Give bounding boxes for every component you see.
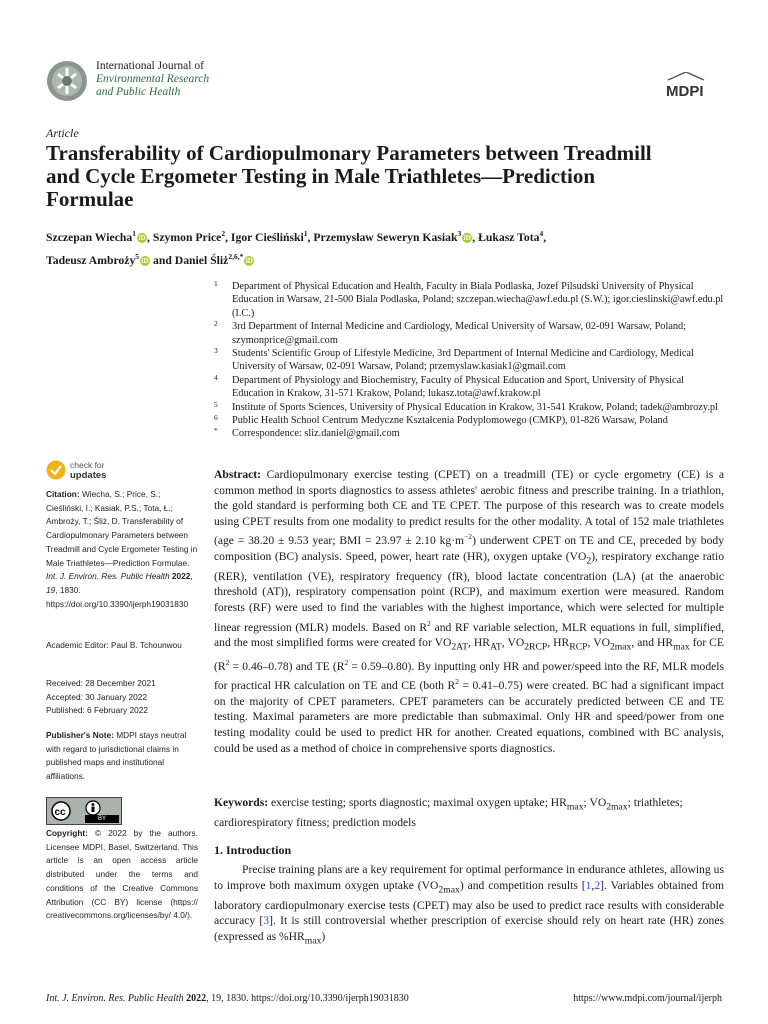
affiliation-num: *: [214, 426, 218, 436]
author: Szczepan Wiecha: [46, 230, 133, 244]
author-aff: 3: [457, 229, 462, 238]
copyright-label: Copyright:: [46, 828, 88, 838]
abstract-sup: −2: [464, 532, 473, 542]
abstract-sub: max: [673, 641, 690, 653]
citation-volume: 19: [46, 584, 56, 595]
orcid-icon[interactable]: iD: [138, 233, 146, 242]
mdpi-logo-icon[interactable]: [664, 72, 722, 102]
affiliation: [214, 280, 724, 320]
author: Daniel Śliż: [174, 253, 229, 267]
abstract-sub: 2max: [609, 641, 632, 653]
intro-text: ]. Variables obtained from laboratory cardiopulmonary exercise tests (CPET) may also be used to predict race results with considerable accuracy [: [214, 878, 724, 928]
affiliation-text: Students' Scientific Group of Lifestyle Medicine, 3rd Department of Internal Medicine and Cardiology, Medical University of Warsaw, 02-091 Warsaw, Poland; przemyslaw.kasiak1@gmail.com: [232, 348, 694, 373]
citation-link[interactable]: 2: [594, 878, 601, 892]
publisher-note-text: MDPI stays neutral with regard to jurisdictional claims in published maps and institutional affiliations.: [46, 730, 187, 782]
abstract-text: , HR: [547, 635, 570, 649]
footer-journal: Int. J. Environ. Res. Public Health: [46, 993, 184, 1004]
keywords-sub: max: [566, 801, 584, 813]
page-title: Transferability of Cardiopulmonary Parameters between Treadmill and Cycle Ergometer Testing in Male Triathletes—Prediction Formulae: [46, 141, 652, 211]
abstract-text: = 0.46–0.78) and TE (R: [229, 659, 345, 673]
abstract-text: and RF variable selection, MLR equations in full, simplified, and the most simplified forms were created for VO: [214, 620, 724, 649]
intro-text: ): [321, 929, 326, 943]
journal-line3: and Public Health: [96, 86, 181, 98]
publisher-note-label: Publisher's Note:: [46, 730, 114, 740]
published-date: Published: 6 February 2022: [46, 705, 148, 716]
received-date: Received: 28 December 2021: [46, 678, 156, 688]
intro-text: Precise training plans are a key requirement for optimal performance in endurance athletes, allowing us to improve both maximum oxygen uptake (VO: [214, 863, 724, 892]
citation-link[interactable]: 3: [263, 914, 270, 928]
intro-paragraph: [214, 862, 724, 949]
affiliation-num: 3: [214, 346, 218, 356]
section-heading: 1. Introduction: [214, 843, 292, 857]
academic-editor: Academic Editor: Paul B. Tchounwou: [46, 640, 182, 650]
footer-year: 2022: [186, 993, 207, 1004]
footer-doi[interactable]: , 19, 1830. https://doi.org/10.3390/ijerph19031830: [206, 993, 409, 1004]
cc-icon: [51, 801, 71, 821]
affiliation-text: Institute of Sports Sciences, University of Physical Education in Krakow, 31-541 Krakow, Poland; tadek@ambrozy.pl: [232, 401, 718, 413]
author-aff: 1: [132, 229, 136, 238]
intro-sub: max: [304, 935, 322, 946]
author-aff: 1: [303, 229, 308, 238]
author-list: [46, 224, 726, 270]
intro-text: ,: [591, 878, 595, 892]
keywords-text: ; VO: [583, 796, 607, 809]
intro-text: ]. It is still controversial whether prescription of exercise should rely on heart rate (HR) zones (expressed as %HR: [214, 914, 724, 943]
mdpi-logo-text: MDPI: [666, 83, 704, 100]
correspondence: [214, 427, 724, 440]
affiliations: [214, 280, 724, 441]
author: Igor Cieśliński: [230, 230, 304, 244]
keywords-sub: 2max: [606, 801, 628, 813]
abstract-text: , VO: [587, 635, 610, 649]
affiliation-text: Department of Physical Education and Health, Faculty in Biala Podlaska, Jozef Pilsudski University of Physical Education in Warsaw, 21-500 Biala Podlaska, Poland; szczepan.wiecha@awf.edu.pl (S.W.); igor.cieslinski@awf.edu.pl (I.C.): [232, 281, 724, 319]
affiliation: [214, 320, 724, 347]
author: Szymon Price: [152, 230, 222, 244]
orcid-icon[interactable]: iD: [245, 256, 253, 265]
affiliation-num: 4: [214, 372, 218, 382]
author-aff: 5: [135, 251, 140, 261]
affiliation-num: 5: [214, 399, 218, 409]
affiliation-num: 6: [214, 413, 218, 423]
article-type: Article: [46, 126, 79, 140]
abstract-sup: 2: [344, 657, 349, 667]
check-for-updates-button[interactable]: [46, 459, 126, 483]
journal-line2: Environmental Research: [96, 73, 210, 85]
abstract-text: , HR: [467, 635, 490, 649]
publisher-note: [46, 729, 198, 784]
journal-logo-icon: [46, 60, 88, 102]
attribution-icon: [85, 800, 101, 816]
affiliation: [214, 401, 724, 414]
affiliation: [214, 347, 724, 374]
affiliation-num: 2: [214, 319, 218, 329]
abstract-label: Abstract:: [214, 468, 262, 481]
abstract-text: = 0.59–0.80). By inputting only HR and power/speed into the RF, MLR models for practical HR calculation on TE and CE (both R: [214, 659, 724, 693]
affiliation-text: Public Health School Centrum Medyczne Kształcenia Podyplomowego (CMKP), 01-826 Warsaw, Poland: [232, 415, 668, 427]
journal-line1: International Journal of: [96, 60, 204, 72]
orcid-icon[interactable]: iD: [141, 256, 149, 265]
abstract-sub: AT: [489, 641, 502, 653]
citation-text: Wiecha, S.; Price, S.; Cieśliński, I.; Kasiak, P.S.; Tota, Ł.; Ambroży, T.; Śliż, D. Transferability of Cardiopulmonary Parameters between Treadmill and Cycle Ergometer Testing in Male Triathletes—Prediction Formulae.: [46, 489, 198, 568]
journal-name: [96, 60, 209, 99]
footer-citation: [46, 993, 409, 1004]
abstract-sub: 2RCP: [524, 641, 548, 653]
abstract-text: ) underwent CPET on TE and CE, preceded by body composition (BC) analysis. Speed, power, heart rate (HR), oxygen uptake (VO: [214, 534, 724, 563]
svg-text:cc: cc: [54, 807, 66, 818]
keywords-text: exercise testing; sports diagnostic; maximal oxygen uptake; HR: [271, 796, 567, 809]
abstract-sup: 2: [427, 618, 431, 628]
updates-label: updates: [70, 470, 107, 481]
author-sep: ,: [543, 230, 547, 244]
author-sep: ,: [147, 230, 153, 244]
citation-doi[interactable]: , 1830. https://doi.org/10.3390/ijerph19031830: [46, 584, 189, 609]
abstract-sub: 2AT: [451, 641, 468, 653]
cc-by-badge[interactable]: [46, 797, 122, 825]
check-updates-icon: [46, 459, 66, 481]
abstract-text: , and HR: [631, 635, 674, 649]
intro-text: ) and competition results [: [459, 878, 586, 892]
author-aff: 4: [539, 229, 544, 238]
cc-by-label: BY: [85, 815, 119, 823]
author: Przemysław Seweryn Kasiak: [313, 230, 458, 244]
author-sep: and: [150, 253, 175, 267]
author: Łukasz Tota: [478, 230, 540, 244]
author-sep: ,: [225, 230, 231, 244]
abstract-sub: RCP: [569, 641, 588, 653]
author-aff: 2: [221, 229, 226, 238]
affiliation-text: 3rd Department of Internal Medicine and Cardiology, Medical University of Warsaw, 02-091 Warsaw, Poland; szymonprice@gmail.com: [232, 321, 687, 346]
abstract-sub: 2: [586, 555, 592, 567]
footer-url[interactable]: https://www.mdpi.com/journal/ijerph: [573, 993, 722, 1004]
affiliation-num: 1: [214, 279, 218, 288]
copyright-block: [46, 827, 198, 923]
affiliation-text: Correspondence: sliz.daniel@gmail.com: [232, 428, 400, 440]
affiliation: [214, 414, 724, 427]
abstract-sup: 2: [455, 677, 459, 687]
keywords: [214, 795, 724, 831]
copyright-text: © 2022 by the authors. Licensee MDPI, Basel, Switzerland. This article is an open access article distributed under the terms and conditions of the Creative Commons Attribution (CC BY) license (https:// creativecommons.org/licenses/by/ 4.0/).: [46, 828, 198, 921]
citation-label: Citation:: [46, 489, 80, 499]
abstract-text: ), respiratory exchange ratio (RER), ventilation (VE), respiratory frequency (fR), blood lactate concentration (LA) (at the anaerobic threshold (AT)), respiratory compensation point (RCP), and maximum exertion were measured. Random forests (RF) were used to find the variables with the highest importance, which were selected for multiple linear regression (MLR) models. Based on R: [214, 549, 724, 634]
check-for-label: check for: [70, 460, 105, 470]
author-aff: 2,6,*: [228, 251, 244, 261]
citation-year: 2022: [171, 571, 191, 582]
affiliation: [214, 374, 724, 401]
author: Tadeusz Ambroży: [46, 253, 136, 267]
abstract-text: = 0.41–0.75) were created. BC had a significant impact on the majority of CPET parameters. CPET parameters can be accurately predicted between CE and TE testing. Maximal parameters are more predictable than submaximal. Only HR and speed/power from one testing modality could be used to predict HR for another. Created equations, combined with BC analysis, could be used as a method of choice in comprehensive sports diagnostics.: [214, 679, 724, 755]
author-sep: ,: [472, 230, 479, 244]
intro-sub: 2max: [438, 883, 460, 895]
affiliation-text: Department of Physiology and Biochemistry, Faculty of Physical Education and Sport, University of Physical Education in Krakow, 31-571 Krakow, Poland; lukasz.tota@awf.krakow.pl: [232, 374, 685, 400]
dates-block: [46, 677, 198, 718]
citation-link[interactable]: 1: [585, 878, 592, 892]
citation-block: Citation: Wiecha, S.; Price, S.; Cieśliński, I.; Kasiak, P.S.; Tota, Ł.; Ambroży, T.; Śliż, D. Transferability of Cardiopulmonary Parameters between Treadmill and Cycle Ergometer Testing in Male Triathletes—Prediction Formulae. Int. J. Environ. Res. Public Health 2022, 19, 1830. https://doi.org/10.3390/ijerph19031830: [46, 489, 198, 609]
author-sep: ,: [307, 230, 314, 244]
keywords-label: Keywords:: [214, 796, 269, 809]
abstract-text: , VO: [501, 635, 525, 649]
citation-journal: Int. J. Environ. Res. Public Health: [46, 571, 170, 582]
abstract: [214, 467, 724, 756]
orcid-icon[interactable]: iD: [463, 233, 471, 242]
abstract-text: for CE (R: [214, 635, 724, 673]
accepted-date: Accepted: 30 January 2022: [46, 691, 148, 702]
keywords-text: ; triathletes; cardiorespiratory fitness; prediction models: [214, 796, 683, 829]
abstract-text: Cardiopulmonary exercise testing (CPET) on a treadmill (TE) or cycle ergometry (CE) is a common method in sports diagnostics to assess athletes' aerobic fitness and prescribe training. In a triathlon, the gold standard is performing both CE and TE CPET. The purpose of this research was to create models using CPET results from one modality to predict results for the other modality. A total of 152 male triathletes (age = 38.20 ± 9.53 year; BMI = 23.97 ± 2.10 kg·m: [214, 468, 725, 548]
abstract-sup: 2: [225, 657, 230, 667]
